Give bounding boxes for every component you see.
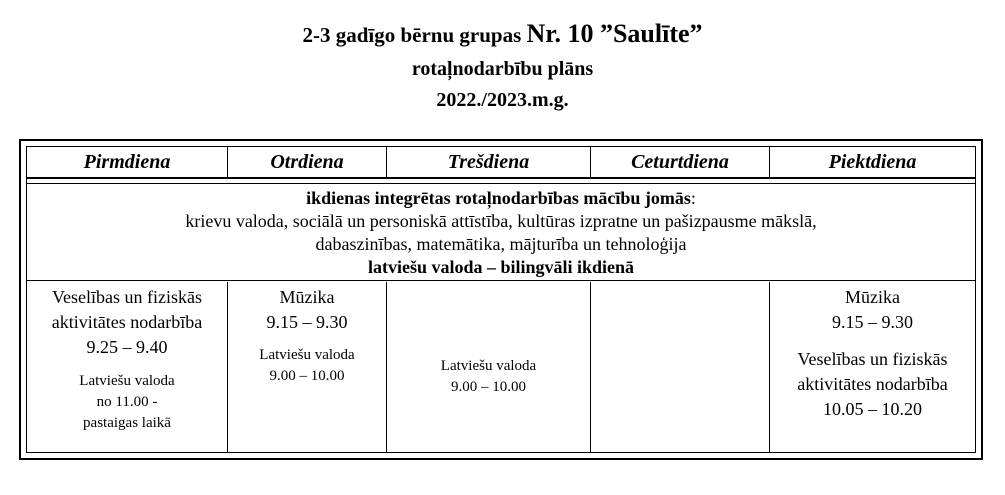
header-friday: Piektdiena: [828, 151, 917, 173]
monday-latvian-note: pastaigas laikā: [83, 415, 171, 431]
school-year: 2022./2023.m.g.: [436, 89, 569, 111]
friday-activity-time: 10.05 – 10.20: [823, 399, 922, 419]
schedule-table-inner: [26, 146, 976, 453]
friday-music-label: Mūzika: [845, 287, 900, 307]
wednesday-latvian-time: 9.00 – 10.00: [451, 379, 526, 395]
schedule-table: [19, 139, 983, 460]
daily-latvian-line: latviešu valoda – bilingvāli ikdienā: [367, 257, 635, 277]
daily-heading: ikdienas integrētas rotaļnodarbības mācību jomās: [306, 188, 691, 208]
daily-subjects-line1: krievu valoda, sociālā un personiskā attīstība, kultūras izpratne un pašizpausme mākslā,: [185, 211, 817, 231]
cell-friday: [770, 282, 975, 452]
document-subtitle: rotaļnodarbību plāns: [411, 58, 594, 80]
monday-latvian-label: Latviešu valoda: [79, 373, 175, 389]
cell-wednesday: [387, 282, 590, 452]
tuesday-music-time: 9.15 – 9.30: [266, 312, 348, 332]
monday-activity-line1: Veselības un fiziskās: [52, 287, 202, 307]
friday-activity-line2: aktivitātes nodarbība: [797, 374, 948, 394]
cell-thursday: [591, 282, 769, 452]
weekday-header-row: [27, 147, 975, 179]
friday-music-time: 9.15 – 9.30: [832, 312, 913, 332]
monday-activity-time: 9.25 – 9.40: [86, 337, 168, 357]
friday-activity-line1: Veselības un fiziskās: [797, 349, 948, 369]
header-divider: [590, 147, 591, 177]
header-divider: [386, 147, 387, 177]
tuesday-latvian-time: 9.00 – 10.00: [269, 368, 345, 384]
daily-heading-colon: :: [690, 188, 696, 208]
tuesday-music-label: Mūzika: [279, 287, 335, 307]
cell-tuesday: [228, 282, 386, 452]
header-tuesday: Otrdiena: [270, 151, 344, 173]
cell-monday: [27, 282, 227, 452]
document-title: [0, 19, 1005, 49]
header-wednesday: Trešdiena: [447, 151, 530, 173]
header-divider: [769, 147, 770, 177]
header-thursday: Ceturtdiena: [631, 151, 729, 173]
group-name: Nr. 10 ”Saulīte”: [526, 19, 703, 48]
header-monday: Pirmdiena: [83, 151, 171, 173]
header-divider: [227, 147, 228, 177]
daily-subjects-line2: dabaszinības, matemātika, mājturība un tehnoloģija: [315, 234, 687, 254]
monday-latvian-time: no 11.00 -: [96, 394, 158, 410]
daily-activities-block: [27, 185, 975, 281]
tuesday-latvian-label: Latviešu valoda: [259, 347, 355, 363]
wednesday-latvian-label: Latviešu valoda: [440, 358, 537, 374]
monday-activity-line2: aktivitātes nodarbība: [51, 312, 203, 332]
section-divider: [27, 183, 975, 184]
title-prefix: 2-3 gadīgo bērnu grupas: [302, 23, 527, 47]
